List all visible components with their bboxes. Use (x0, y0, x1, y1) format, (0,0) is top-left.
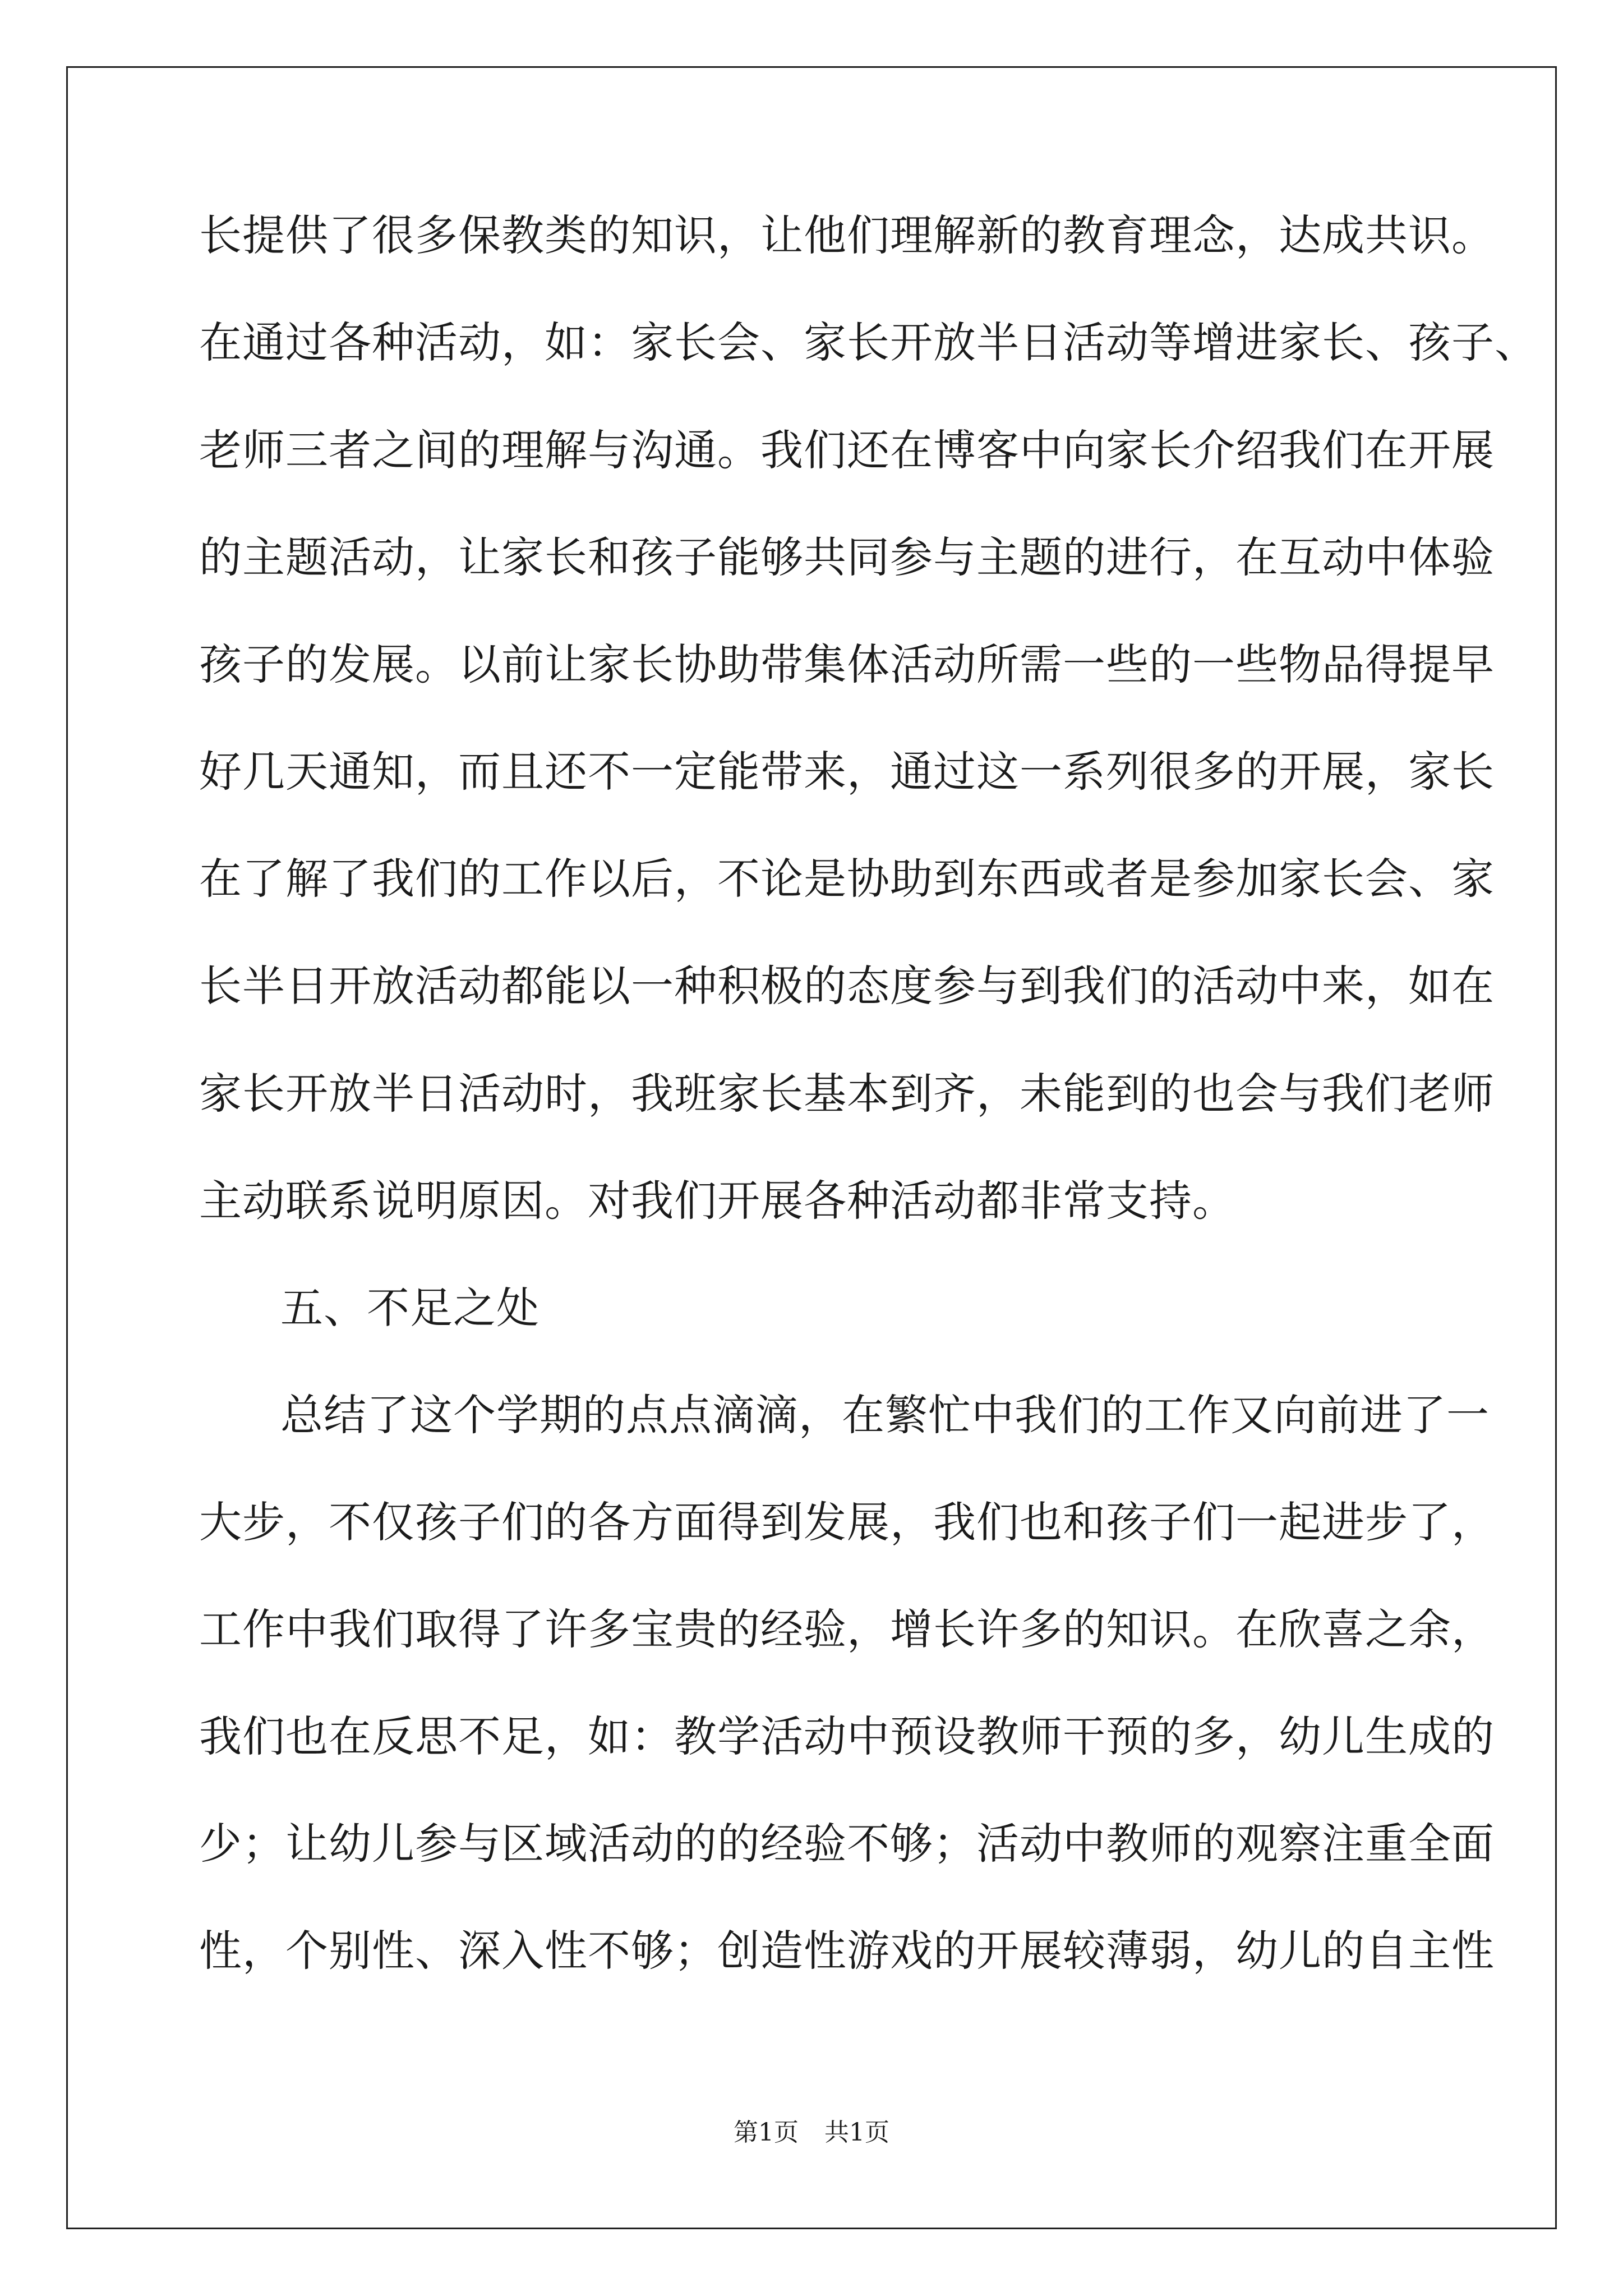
page-footer (0, 2117, 1623, 2148)
page-number-current: 第1页 (734, 2118, 799, 2147)
text-line: 的主题活动，让家长和孩子能够共同参与主题的进行，在互动中体验 (199, 532, 1495, 582)
text-line: 家长开放半日活动时，我班家长基本到齐，未能到的也会与我们老师 (199, 1069, 1495, 1119)
text-line: 孩子的发展。以前让家长协助带集体活动所需一些的一些物品得提早 (199, 639, 1495, 689)
page-border (66, 66, 1557, 2229)
text-line: 好几天通知，而且还不一定能带来，通过这一系列很多的开展，家长 (199, 747, 1495, 797)
text-line: 老师三者之间的理解与沟通。我们还在博客中向家长介绍我们在开展 (199, 425, 1495, 475)
text-line: 主动联系说明原因。对我们开展各种活动都非常支持。 (199, 1176, 1235, 1226)
text-line: 性，个别性、深入性不够；创造性游戏的开展较薄弱，幼儿的自主性 (199, 1926, 1495, 1976)
text-line: 在通过各种活动，如：家长会、家长开放半日活动等增进家长、孩子、 (199, 318, 1538, 367)
page-number-total: 共1页 (824, 2118, 889, 2147)
text-line: 总结了这个学期的点点滴滴，在繁忙中我们的工作又向前进了一 (280, 1390, 1490, 1440)
text-line: 少；让幼儿参与区域活动的的经验不够；活动中教师的观察注重全面 (199, 1819, 1495, 1869)
text-line: 我们也在反思不足，如：教学活动中预设教师干预的多，幼儿生成的 (199, 1711, 1495, 1761)
text-line: 工作中我们取得了许多宝贵的经验，增长许多的知识。在欣喜之余， (199, 1604, 1495, 1654)
text-line: 在了解了我们的工作以后，不论是协助到东西或者是参加家长会、家 (199, 854, 1495, 904)
section-heading: 五、不足之处 (280, 1283, 540, 1333)
text-line: 长半日开放活动都能以一种积极的态度参与到我们的活动中来，如在 (199, 961, 1495, 1011)
text-line: 大步，不仅孩子们的各方面得到发展，我们也和孩子们一起进步了， (199, 1497, 1495, 1547)
text-line: 长提供了很多保教类的知识，让他们理解新的教育理念，达成共识。 (199, 210, 1495, 260)
